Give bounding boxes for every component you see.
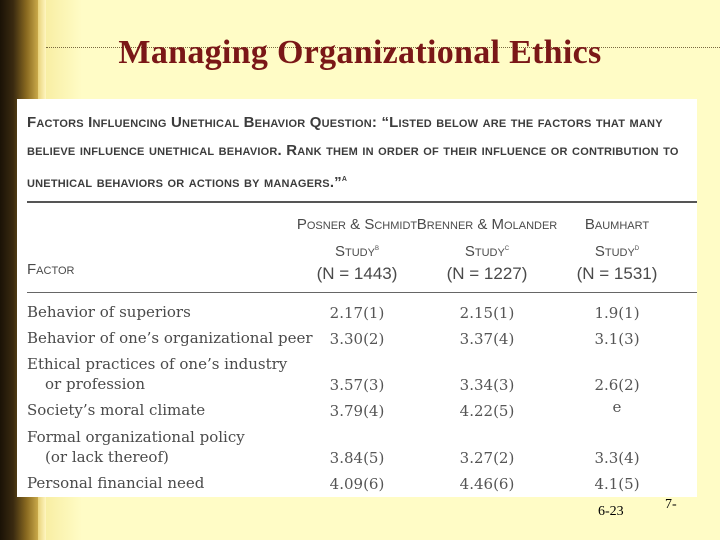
col2-n: (N = 1227) (446, 264, 528, 283)
table-row-factor-cont: or profession (45, 375, 146, 393)
table-row-factor: Behavior of one’s organizational peer (27, 329, 313, 347)
col3-note: d (634, 242, 640, 252)
table-row-factor: Society’s moral climate (27, 401, 206, 419)
column-header-baumhart (542, 214, 692, 285)
table-cell: 3.57(3) (329, 376, 385, 394)
col3-line2: Study (594, 243, 635, 260)
table-cell: 3.30(2) (329, 330, 385, 348)
table-row-factor: Personal financial need (27, 474, 205, 492)
table-cell: 3.34(3) (459, 376, 515, 394)
table-row-factor: Behavior of superiors (27, 303, 191, 321)
table-cell: 3.27(2) (459, 449, 515, 467)
col1-n: (N = 1443) (316, 264, 398, 283)
table-cell: e (612, 398, 622, 416)
table-cell: 3.37(4) (459, 330, 515, 348)
col1-note: b (374, 242, 379, 252)
header-rule (27, 292, 697, 293)
table-row-factor: Ethical practices of one’s industry (27, 355, 288, 373)
page-number: 6-23 (598, 504, 624, 519)
col3-line1: Baumhart (584, 216, 650, 233)
table-cell: 2.6(2) (594, 376, 640, 394)
factor-column-header: Factor (27, 261, 75, 278)
col2-line1: Brenner & Molander (416, 216, 558, 233)
corner-mark: 7- (665, 497, 677, 512)
table-row-factor-cont: (or lack thereof) (45, 448, 169, 466)
col1-line1: Posner & Schmidt (296, 216, 418, 233)
table-cell: 4.22(5) (459, 402, 515, 420)
table-cell: 3.79(4) (329, 402, 385, 420)
slide-title: Managing Organizational Ethics (118, 34, 602, 71)
question-text: Factors Influencing Unethical Behavior Question: “Listed below are the factors that many believe influence unethical behavior. Rank them in order of their influence or contribution to unethical behaviors or actions by managers.” (27, 114, 679, 191)
col2-note: c (504, 242, 510, 252)
table-cell: 4.09(6) (329, 475, 385, 493)
table-cell: 3.3(4) (594, 449, 640, 467)
column-header-brenner (412, 214, 562, 285)
table-cell: 2.15(1) (459, 304, 515, 322)
table-cell: 1.9(1) (594, 304, 640, 322)
col2-line2: Study (464, 243, 505, 260)
col3-n: (N = 1531) (576, 264, 658, 283)
question-note: a (341, 173, 348, 184)
top-rule (27, 201, 697, 203)
table-cell: 3.84(5) (329, 449, 385, 467)
table-cell: 4.46(6) (459, 475, 515, 493)
ethics-factors-table (17, 99, 697, 497)
col1-line2: Study (335, 243, 375, 260)
table-cell: 2.17(1) (329, 304, 385, 322)
table-row-factor: Formal organizational policy (27, 428, 245, 446)
table-cell: 4.1(5) (594, 475, 640, 493)
table-cell: 3.1(3) (594, 330, 640, 348)
table-question (27, 109, 695, 197)
column-header-posner (282, 214, 432, 285)
